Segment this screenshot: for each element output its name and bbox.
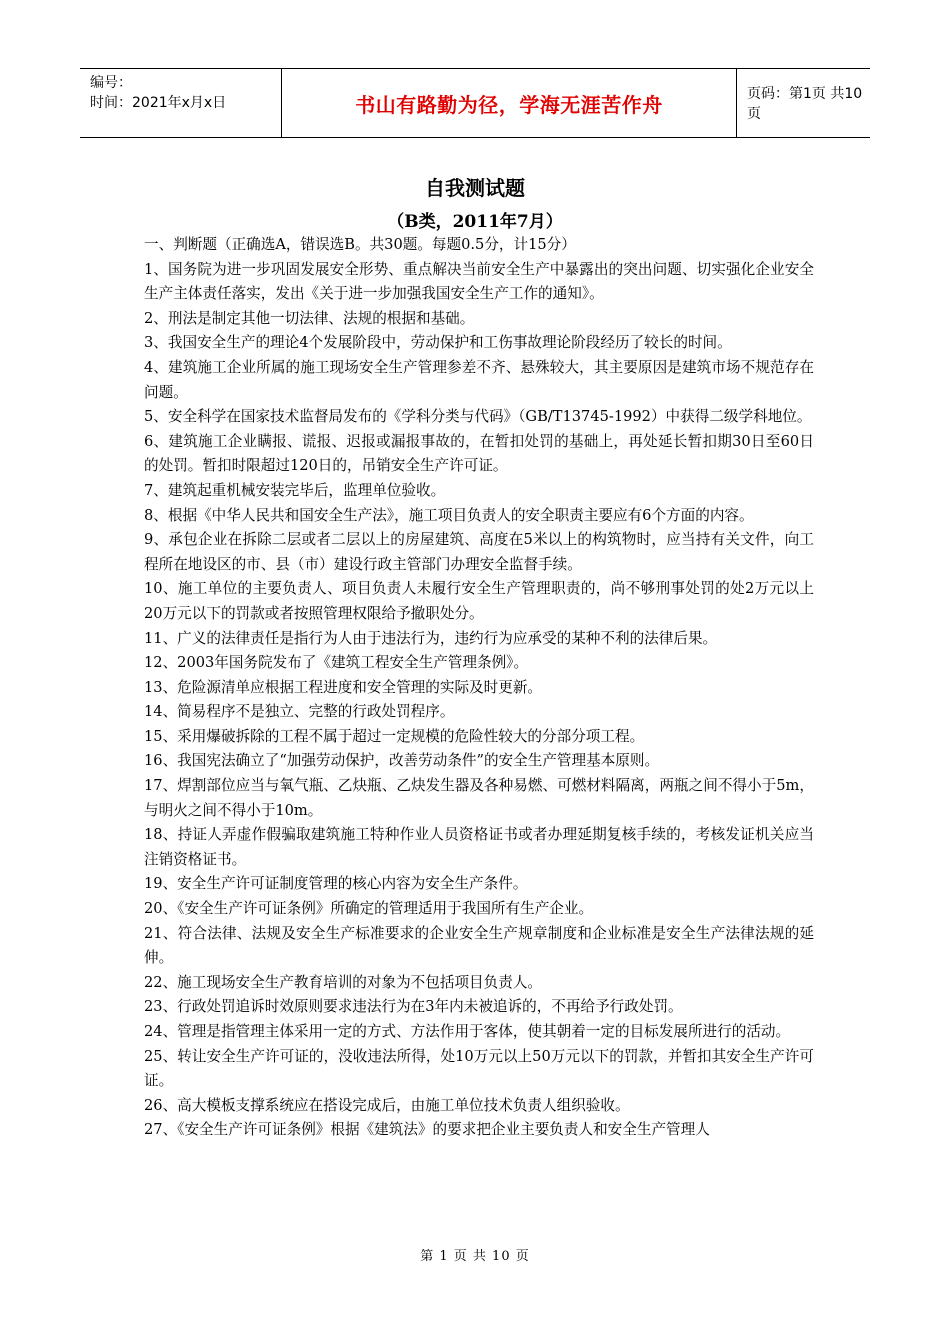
question-item: 5、安全科学在国家技术监督局发布的《学科分类与代码》（GB/T13745-1992）中获得二级学科地位。 bbox=[144, 408, 812, 426]
question-item: 8、根据《中华人民共和国安全生产法》，施工项目负责人的安全职责主要应有6个方面的内容。 bbox=[144, 506, 754, 524]
page-header bbox=[80, 68, 870, 138]
question-item: 2、刑法是制定其他一切法律、法规的根据和基础。 bbox=[144, 309, 475, 327]
question-item: 20、《安全生产许可证条例》所确定的管理适用于我国所有生产企业。 bbox=[144, 900, 594, 918]
question-item: 1、国务院为进一步巩固发展安全形势、重点解决当前安全生产中暴露出的突出问题、切实强化企业安全生产主体责任落实，发出《关于进一步加强我国安全生产工作的通知》。 bbox=[144, 260, 814, 303]
question-item: 3、我国安全生产的理论4个发展阶段中，劳动保护和工伤事故理论阶段经历了较长的时间。 bbox=[144, 334, 732, 352]
question-item: 24、管理是指管理主体采用一定的方式、方法作用于客体，使其朝着一定的目标发展所进行的活动。 bbox=[144, 1023, 791, 1040]
header-motto-cell bbox=[282, 69, 737, 137]
question-item: 17、焊割部位应当与氧气瓶、乙炔瓶、乙炔发生器及各种易燃、可燃材料隔离，两瓶之间不得小于5m，与明火之间不得小于10m。 bbox=[144, 777, 814, 819]
question-item: 21、符合法律、法规及安全生产标准要求的企业安全生产规章制度和企业标准是安全生产法律法规的延伸。 bbox=[144, 924, 814, 967]
question-item: 14、简易程序不是独立、完整的行政处罚程序。 bbox=[144, 703, 455, 721]
question-item: 15、采用爆破拆除的工程不属于超过一定规模的危险性较大的分部分项工程。 bbox=[144, 727, 645, 745]
question-item: 7、建筑起重机械安装完毕后，监理单位验收。 bbox=[144, 481, 446, 499]
page-footer: 第 1 页 共 10 页 bbox=[420, 1249, 530, 1264]
question-item: 6、建筑施工企业瞒报、谎报、迟报或漏报事故的，在暂扣处罚的基础上，再处延长暂扣期30日至60日的处罚。暂扣时限超过120日的，吊销安全生产许可证。 bbox=[144, 432, 814, 475]
question-item: 23、行政处罚追诉时效原则要求违法行为在3年内未被追诉的，不再给予行政处罚。 bbox=[144, 998, 683, 1016]
question-item: 18、持证人弄虚作假骗取建筑施工特种作业人员资格证书或者办理延期复核手续的，考核发证机关应当注销资格证书。 bbox=[144, 826, 814, 868]
question-item: 11、广义的法律责任是指行为人由于违法行为，违约行为应承受的某种不利的法律后果。 bbox=[144, 629, 718, 647]
header-motto: 书山有路勤为径，学海无涯苦作舟 bbox=[355, 92, 663, 117]
header-page-info: 页码：第1页 共10页 bbox=[747, 86, 863, 122]
document-title: 自我测试题 bbox=[425, 176, 525, 200]
question-item: 4、建筑施工企业所属的施工现场安全生产管理参差不齐、悬殊较大，其主要原因是建筑市场不规范存在问题。 bbox=[144, 358, 814, 401]
question-item: 13、危险源清单应根据工程进度和安全管理的实际及时更新。 bbox=[144, 678, 543, 696]
question-item: 22、施工现场安全生产教育培训的对象为不包括项目负责人。 bbox=[144, 973, 543, 991]
question-item: 27、《安全生产许可证条例》根据《建筑法》的要求把企业主要负责人和安全生产管理人 bbox=[144, 1121, 710, 1139]
question-item: 16、我国宪法确立了“加强劳动保护，改善劳动条件”的安全生产管理基本原则。 bbox=[144, 752, 660, 770]
document-body bbox=[144, 233, 814, 1143]
document-number-label: 编号： bbox=[90, 75, 132, 91]
question-item: 19、安全生产许可证制度管理的核心内容为安全生产条件。 bbox=[144, 875, 528, 893]
question-item: 12、2003年国务院发布了《建筑工程安全生产管理条例》。 bbox=[144, 654, 529, 672]
header-meta bbox=[80, 69, 282, 137]
question-item: 25、转让安全生产许可证的，没收违法所得，处10万元以上50万元以下的罚款，并暂扣其安全生产许可证。 bbox=[144, 1047, 814, 1090]
question-item: 9、承包企业在拆除二层或者二层以上的房屋建筑、高度在5米以上的构筑物时，应当持有关文件，向工程所在地设区的市、县（市）建设行政主管部门办理安全监督手续。 bbox=[144, 531, 814, 573]
question-item: 26、高大模板支撑系统应在搭设完成后，由施工单位技术负责人组织验收。 bbox=[144, 1096, 630, 1114]
document-date: 时间：2021年x月x日 bbox=[90, 95, 227, 111]
question-item: 10、施工单位的主要负责人、项目负责人未履行安全生产管理职责的，尚不够刑事处罚的处2万元以上20万元以下的罚款或者按照管理权限给予撤职处分。 bbox=[144, 580, 814, 622]
section-heading: 一、判断题（正确选A，错误选B。共30题。每题0.5分，计15分） bbox=[144, 236, 576, 253]
document-subtitle: （B类，2011年7月） bbox=[387, 212, 563, 232]
